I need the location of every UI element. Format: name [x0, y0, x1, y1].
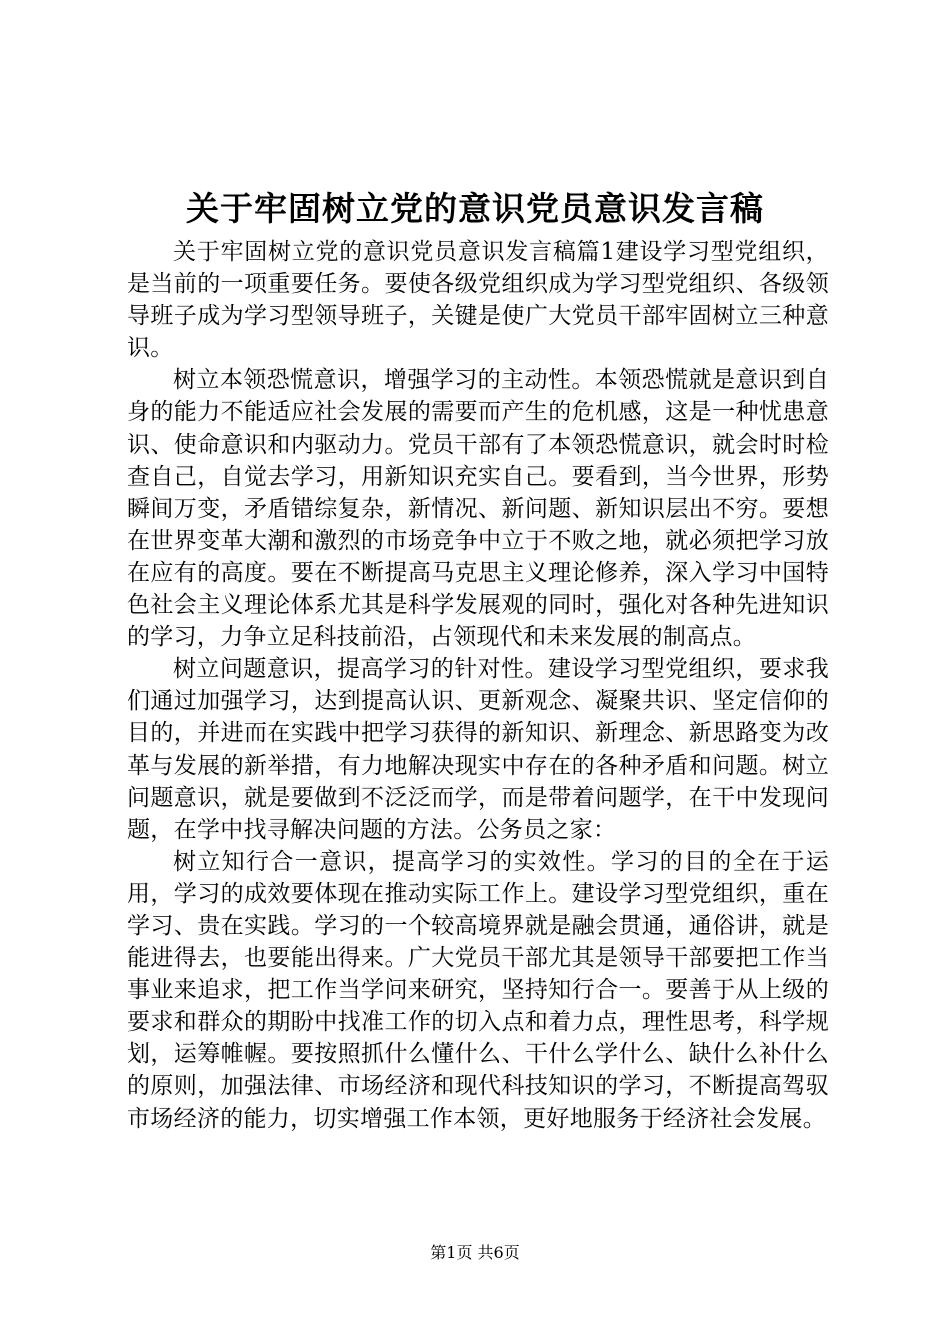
document-title: 关于牢固树立党的意识党员意识发言稿	[186, 189, 764, 228]
document-body	[127, 236, 829, 1135]
paragraph-4: 树立知行合一意识，提高学习的实效性。学习的目的全在于运用，学习的成效要体现在推动实际工作上。建设学习型党组织，重在学习、贵在实践。学习的一个较高境界就是融会贯通，通俗讲，就是能进得去，也要能出得来。广大党员干部尤其是领导干部要把工作当事业来追求，把工作当学问来研究，坚持知行合一。要善于从上级的要求和群众的期盼中找准工作的切入点和着力点，理性思考，科学规划，运筹帷幄。要按照抓什么懂什么、干什么学什么、缺什么补什么的原则，加强法律、市场经济和现代科技知识的学习，不断提高驾驭市场经济的能力，切实增强工作本领，更好地服务于经济社会发展。	[127, 848, 829, 1132]
page-number-footer: 第1页 共6页	[430, 1243, 520, 1262]
paragraph-2: 树立本领恐慌意识，增强学习的主动性。本领恐慌就是意识到自身的能力不能适应社会发展的需要而产生的危机感，这是一种忧患意识、使命意识和内驱动力。党员干部有了本领恐慌意识，就会时时检查自己，自觉去学习，用新知识充实自己。要看到，当今世界，形势瞬间万变，矛盾错综复杂，新情况、新问题、新知识层出不穷。要想在世界变革大潮和激烈的市场竞争中立于不败之地，就必须把学习放在应有的高度。要在不断提高马克思主义理论修养，深入学习中国特色社会主义理论体系尤其是科学发展观的同时，强化对各种先进知识的学习，力争立足科技前沿，占领现代和未来发展的制高点。	[127, 367, 829, 651]
paragraph-3: 树立问题意识，提高学习的针对性。建设学习型党组织，要求我们通过加强学习，达到提高认识、更新观念、凝聚共识、坚定信仰的目的，并进而在实践中把学习获得的新知识、新理念、新思路变为改革与发展的新举措，有力地解决现实中存在的各种矛盾和问题。树立问题意识，就是要做到不泛泛而学，而是带着问题学，在干中发现问题，在学中找寻解决问题的方法。公务员之家：	[127, 656, 829, 843]
paragraph-1: 关于牢固树立党的意识党员意识发言稿篇1建设学习型党组织，是当前的一项重要任务。要使各级党组织成为学习型党组织、各级领导班子成为学习型领导班子，关键是使广大党员干部牢固树立三种意识。	[127, 239, 829, 362]
